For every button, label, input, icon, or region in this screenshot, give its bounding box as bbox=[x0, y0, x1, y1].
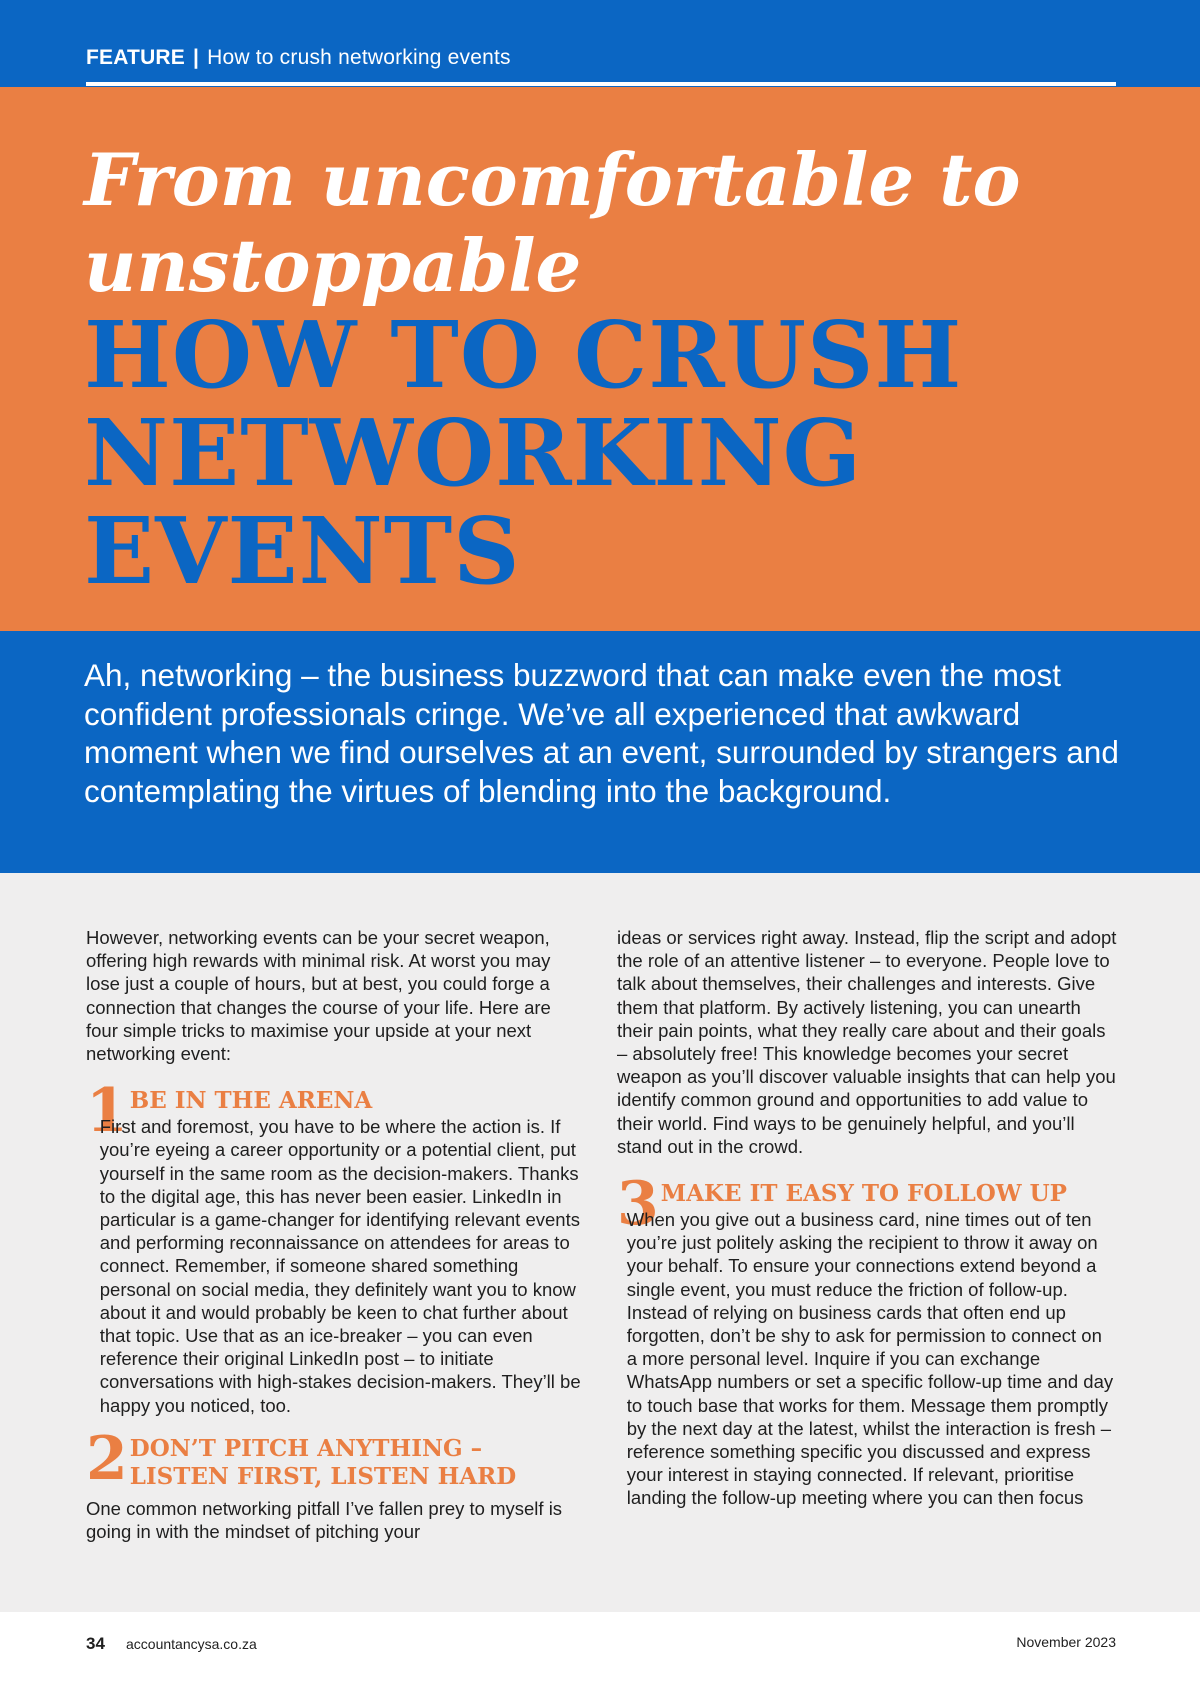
tip-1-number: 1 bbox=[86, 1076, 128, 1147]
article-intro: Ah, networking – the business buzzword that can make even the most confident professionals cringe. We’ve all experienced that awkward moment when we find ourselves at an event, surrounded by strangers and contemplating the virtues of blending into the background. bbox=[84, 657, 1119, 809]
tip-3 bbox=[617, 1169, 1117, 1510]
tip-1-body: First and foremost, you have to be where the action is. If you’re eyeing a career opportunity or a potential client, put yourself in the same room as the decision-makers. Thanks to the digital age, this has never been easier. LinkedIn in particular is a game-changer for identifying relevant events and performing reconnaissance on attendees for areas to connect. Remember, if someone shared something personal on social media, they definitely want you to know about it and would probably be keen to chat further about that topic. Use that as an ice-breaker – you can even reference their original LinkedIn post – to initiate conversations with high-stakes decision-makers. They’ll be happy you noticed, too. bbox=[99, 1116, 581, 1416]
tip-2-body: One common networking pitfall I’ve fallen prey to myself is going in with the mindset of pitching your bbox=[86, 1497, 563, 1543]
left-column bbox=[86, 926, 586, 1543]
tip-1-title: BE IN THE ARENA bbox=[129, 1087, 373, 1115]
tip-1-heading bbox=[86, 1076, 586, 1417]
tip-2-number: 2 bbox=[86, 1423, 128, 1494]
section-label bbox=[86, 46, 511, 70]
page-number: 34 bbox=[86, 1634, 105, 1653]
header-bar bbox=[0, 0, 1200, 87]
article-title: HOW TO CRUSH NETWORKING EVENTS bbox=[84, 301, 963, 605]
section-separator: | bbox=[193, 46, 200, 69]
tip-3-heading bbox=[617, 1169, 1117, 1510]
header-rule bbox=[86, 82, 1116, 86]
tip-3-title: MAKE IT EASY TO FOLLOW UP bbox=[660, 1180, 1067, 1208]
website-link[interactable]: accountancysa.co.za bbox=[126, 1636, 257, 1652]
article-subtitle: From uncomfortable to unstoppable bbox=[84, 137, 1021, 308]
section-topic: How to crush networking events bbox=[207, 46, 511, 69]
footer bbox=[0, 1612, 1200, 1696]
tip-2-heading bbox=[86, 1423, 586, 1494]
tip-3-number: 3 bbox=[617, 1169, 659, 1240]
tip-1 bbox=[86, 1076, 586, 1417]
tip-2-continuation: ideas or services right away. Instead, flip the script and adopt the role of an attentive listener – to everyone. People love to talk about themselves, their challenges and interests. Give them that platform. By actively listening, you can unearth their pain points, what they really care about and their goals – absolutely free! This knowledge becomes your secret weapon as you’ll discover valuable insights that can help you identify common ground and opportunities to add value to their world. Find ways to be genuinely helpful, and you’ll stand out in the crowd. bbox=[617, 927, 1117, 1157]
tip-3-body: When you give out a business card, nine times out of ten you’re just politely asking the recipient to throw it away on your behalf. To ensure your connections extend beyond a single event, you must reduce the friction of follow-up. Instead of relying on business cards that often end up forgotten, don’t be shy to ask for permission to connect on a more personal level. Inquire if you can exchange WhatsApp numbers or set a specific follow-up time and day to touch base that works for them. Message them promptly by the next day at the latest, whilst the interaction is fresh – reference something specific you discussed and express your interest in staying connected. If relevant, prioritise landing the follow-up meeting where you can then focus bbox=[626, 1209, 1114, 1509]
right-column bbox=[617, 926, 1117, 1510]
issue-date: November 2023 bbox=[1016, 1634, 1116, 1650]
section-kicker: FEATURE bbox=[86, 46, 186, 69]
lead-paragraph: However, networking events can be your secret weapon, offering high rewards with minimal risk. At worst you may lose just a couple of hours, but at best, you could forge a connection that changes the course of your life. Here are four simple tricks to maximise your upside at your next networking event: bbox=[86, 927, 551, 1065]
tip-2 bbox=[86, 1423, 586, 1543]
tip-2-title: DON’T PITCH ANYTHING – LISTEN FIRST, LISTEN HARD bbox=[129, 1434, 517, 1490]
